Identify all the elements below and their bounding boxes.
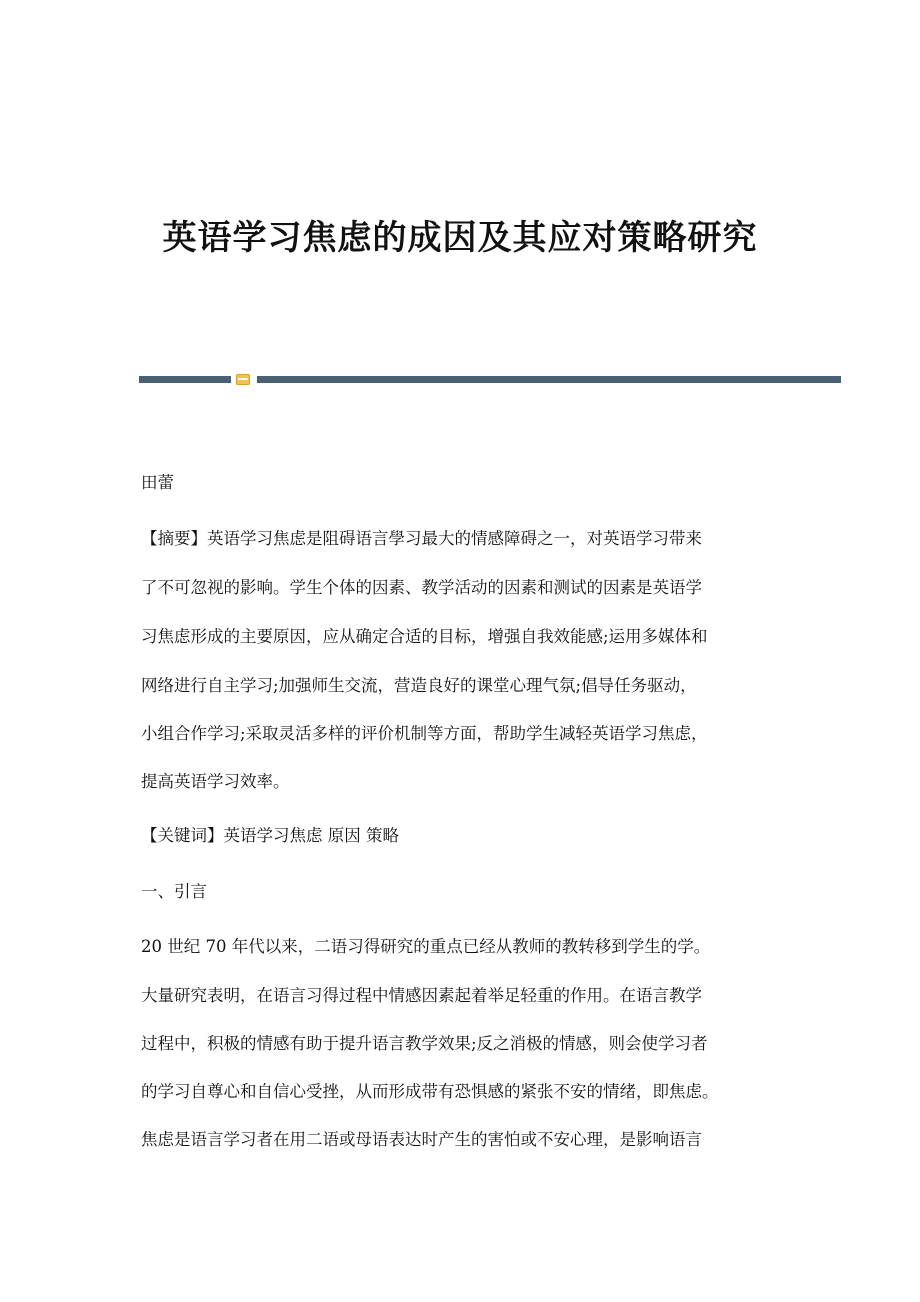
divider-ornament-icon [236,374,250,385]
body-line: 的学习自尊心和自信心受挫，从而形成带有恐惧感的紧张不安的情绪，即焦虑。 [141,1082,719,1101]
divider-bar-left [139,376,231,383]
body-line: 大量研究表明，在语言习得过程中情感因素起着举足轻重的作用。在语言教学 [141,986,702,1005]
title-divider [139,374,841,384]
body-line: 焦虑是语言学习者在用二语或母语表达时产生的害怕或不安心理，是影响语言 [141,1130,702,1149]
abstract-line: 网络进行自主学习;加强师生交流，营造良好的课堂心理气氛;倡导任务驱动， [141,676,697,695]
abstract-line: 【摘要】英语学习焦虑是阻碍语言學习最大的情感障碍之一，对英语学习带来 [141,529,702,548]
abstract-line: 习焦虑形成的主要原因，应从确定合适的目标，增强自我效能感;运用多媒体和 [141,627,708,646]
keywords: 【关键词】英语学习焦虑 原因 策略 [141,826,399,845]
section-heading: 一、引言 [141,882,207,901]
abstract-line: 小组合作学习;采取灵活多样的评价机制等方面，帮助学生减轻英语学习焦虑， [141,724,708,743]
author-name: 田蕾 [141,473,174,492]
abstract-line: 了不可忽视的影响。学生个体的因素、教学活动的因素和测试的因素是英语学 [141,578,702,597]
divider-bar-right [257,376,841,383]
document-title: 英语学习焦虑的成因及其应对策略研究 [162,218,758,258]
body-line: 过程中，积极的情感有助于提升语言教学效果;反之消极的情感，则会使学习者 [141,1034,708,1053]
body-line: 20 世纪 70 年代以来，二语习得研究的重点已经从教师的教转移到学生的学。 [141,937,711,956]
abstract-line: 提高英语学习效率。 [141,772,290,791]
